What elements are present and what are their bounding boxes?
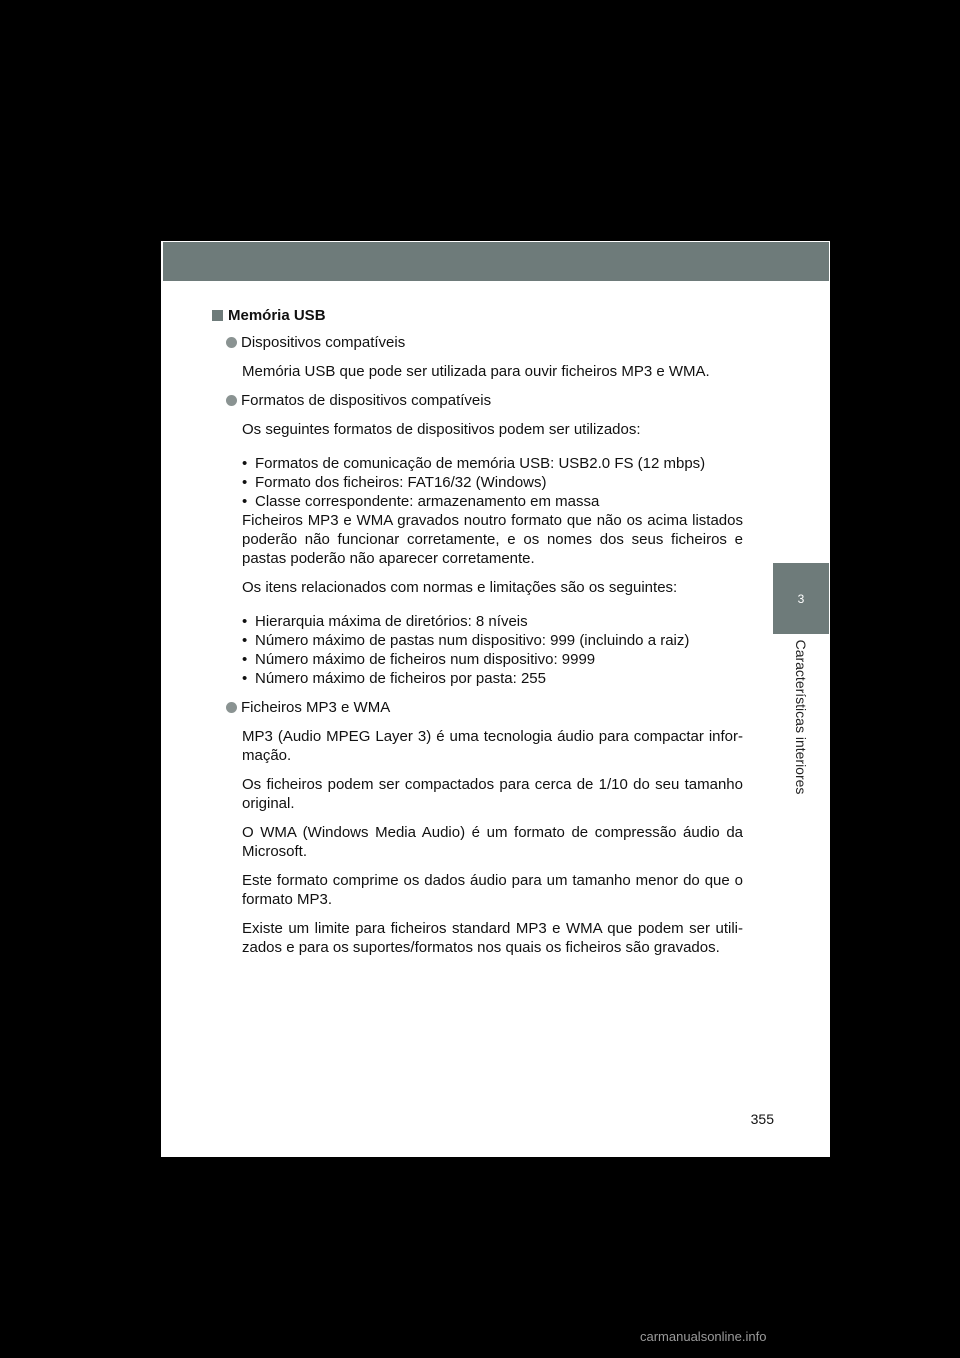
paragraph: Existe um limite para ficheiros standard MP3 e WMA que podem ser utili-zados e para os suportes/formatos nos quais os ficheiros são gravados.	[242, 920, 743, 956]
chapter-tab	[773, 563, 829, 634]
paragraph: Este formato comprime os dados áudio para um tamanho menor do que o formato MP3.	[242, 872, 743, 908]
subsection-title: Ficheiros MP3 e WMA	[241, 699, 391, 716]
chapter-label-text: Características interiores	[793, 639, 809, 795]
circle-bullet-icon	[226, 702, 237, 713]
bullet-list	[242, 612, 743, 688]
paragraph: Os itens relacionados com normas e limitações são os seguintes:	[242, 579, 678, 596]
list-item: • Número máximo de ficheiros por pasta: 255	[242, 669, 743, 688]
subsection-title: Formatos de dispositivos compatíveis	[241, 392, 492, 409]
watermark: carmanualsonline.info	[640, 1329, 767, 1344]
list-item: • Hierarquia máxima de diretórios: 8 níveis	[242, 612, 743, 631]
page-number: 355	[750, 1111, 774, 1127]
subsection-heading	[226, 698, 743, 717]
list-item: • Formatos de comunicação de memória USB: USB2.0 FS (12 mbps)	[242, 454, 743, 473]
section-heading	[212, 306, 743, 325]
circle-bullet-icon	[226, 395, 237, 406]
chapter-number: 3	[797, 591, 805, 606]
circle-bullet-icon	[226, 337, 237, 348]
paragraph: MP3 (Audio MPEG Layer 3) é uma tecnologia áudio para compactar infor-mação.	[242, 728, 743, 764]
paragraph: O WMA (Windows Media Audio) é um formato de compressão áudio da Microsoft.	[242, 824, 743, 860]
subsection-heading	[226, 333, 743, 352]
list-item: • Formato dos ficheiros: FAT16/32 (Windows)	[242, 473, 743, 492]
list-item: • Classe correspondente: armazenamento em massa	[242, 492, 743, 511]
paragraph: Memória USB que pode ser utilizada para ouvir ficheiros MP3 e WMA.	[242, 363, 710, 380]
page-content	[212, 306, 743, 967]
subsection-heading	[226, 391, 743, 410]
list-item: • Número máximo de ficheiros num dispositivo: 9999	[242, 650, 743, 669]
paragraph: Os ficheiros podem ser compactados para cerca de 1/10 do seu tamanho original.	[242, 776, 743, 812]
subsection-title: Dispositivos compatíveis	[241, 334, 406, 351]
square-bullet-icon	[212, 310, 223, 321]
bullet-list	[242, 454, 743, 511]
paragraph: Os seguintes formatos de dispositivos podem ser utilizados:	[242, 421, 641, 438]
paragraph: Ficheiros MP3 e WMA gravados noutro formato que não os acima listados poderão não funcionar corretamente, e os nomes dos seus ficheiros e pastas poderão não aparecer corretamente.	[242, 512, 743, 567]
list-item: • Número máximo de pastas num dispositivo: 999 (incluindo a raiz)	[242, 631, 743, 650]
section-title: Memória USB	[228, 307, 326, 324]
header-bar	[163, 242, 829, 281]
